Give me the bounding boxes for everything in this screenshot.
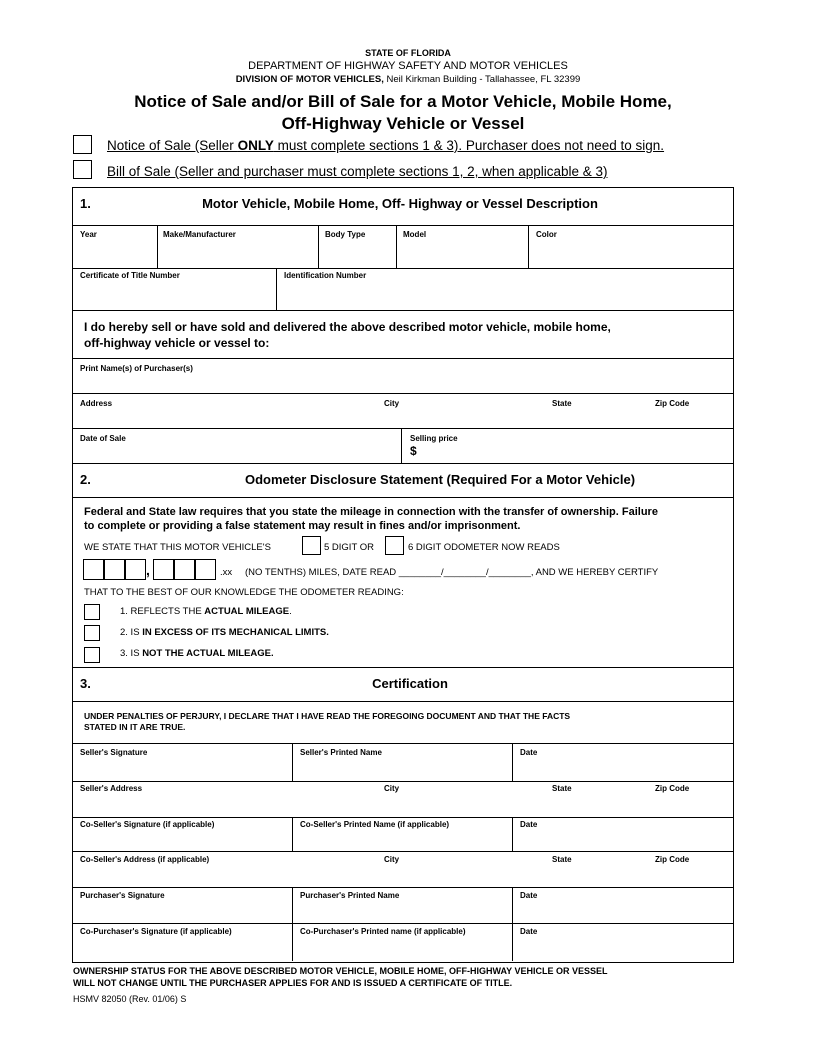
not-actual-mileage-checkbox[interactable] xyxy=(84,647,100,663)
purchaser-signature-label: Purchaser's Signature xyxy=(80,891,165,900)
opt1-c: . xyxy=(289,606,292,617)
body-type-label: Body Type xyxy=(325,230,366,239)
selling-price-label: Selling price xyxy=(410,434,458,443)
opt1-b: ACTUAL MILEAGE xyxy=(204,606,290,617)
miles-date-line: (NO TENTHS) MILES, DATE READ ________/________/________, AND WE HEREBY CERTIFY xyxy=(245,567,659,578)
notice-of-sale-label xyxy=(107,138,664,153)
odometer-digit-6[interactable] xyxy=(195,559,216,580)
six-digit-checkbox[interactable] xyxy=(385,536,404,555)
excess-limits-checkbox[interactable] xyxy=(84,625,100,641)
id-number-label: Identification Number xyxy=(284,271,367,280)
coseller-date-label: Date xyxy=(520,820,538,829)
purchaser-date-field[interactable] xyxy=(520,903,725,920)
notice-of-sale-checkbox[interactable] xyxy=(73,135,92,154)
purchaser-city-label: City xyxy=(384,399,400,408)
odometer-digit-3[interactable] xyxy=(125,559,146,580)
seller-address-label: Seller's Address xyxy=(80,784,143,793)
perjury-line2: STATED IN IT ARE TRUE. xyxy=(84,722,186,732)
copurchaser-signature-field[interactable] xyxy=(80,940,285,958)
copurchaser-printed-name-label: Co-Purchaser's Printed name (if applicable) xyxy=(300,927,466,936)
copurchaser-printed-name-field[interactable] xyxy=(300,940,505,958)
seller-printed-name-field[interactable] xyxy=(300,760,505,778)
section3-number: 3. xyxy=(80,676,91,691)
opt1-a: 1. REFLECTS THE xyxy=(120,606,205,617)
division-name: DIVISION OF MOTOR VEHICLES, xyxy=(235,74,384,85)
purchaser-address-label: Address xyxy=(80,399,113,408)
selling-price-field[interactable] xyxy=(422,445,722,461)
notice-text-a: Notice of Sale (Seller xyxy=(107,138,238,153)
title-number-label: Certificate of Title Number xyxy=(80,271,180,280)
purchaser-names-label: Print Name(s) of Purchaser(s) xyxy=(80,364,193,373)
purchaser-printed-name-label: Purchaser's Printed Name xyxy=(300,891,400,900)
copurchaser-date-label: Date xyxy=(520,927,538,936)
header-division xyxy=(0,74,816,85)
coseller-city-label: City xyxy=(384,855,400,864)
section2-number: 2. xyxy=(80,472,91,487)
seller-signature-field[interactable] xyxy=(80,760,285,778)
opt2-b: IN EXCESS OF ITS MECHANICAL LIMITS. xyxy=(142,627,329,638)
seller-signature-label: Seller's Signature xyxy=(80,748,148,757)
make-label: Make/Manufacturer xyxy=(163,230,236,239)
coseller-zip-label: Zip Code xyxy=(655,855,690,864)
header-state: STATE OF FLORIDA xyxy=(365,48,451,58)
coseller-address-label: Co-Seller's Address (if applicable) xyxy=(80,855,210,864)
odometer-digit-5[interactable] xyxy=(174,559,195,580)
coseller-printed-name-label: Co-Seller's Printed Name (if applicable) xyxy=(300,820,450,829)
copurchaser-signature-label: Co-Purchaser's Signature (if applicable) xyxy=(80,927,232,936)
bill-of-sale-label: Bill of Sale (Seller and purchaser must complete sections 1, 2, when applicable & 3) xyxy=(107,164,608,179)
title-number-field[interactable] xyxy=(80,283,270,307)
make-field[interactable] xyxy=(163,242,313,266)
date-of-sale-field[interactable] xyxy=(80,445,395,461)
odometer-digit-4[interactable] xyxy=(153,559,174,580)
seller-date-field[interactable] xyxy=(520,760,725,778)
notice-text-b: must complete sections 1 & 3). Purchaser does not need to sign. xyxy=(273,138,665,153)
coseller-date-field[interactable] xyxy=(520,832,725,848)
seller-date-label: Date xyxy=(520,748,538,757)
header-department: DEPARTMENT OF HIGHWAY SAFETY AND MOTOR VEHICLES xyxy=(248,60,568,72)
notice-only: ONLY xyxy=(237,138,274,153)
body-type-field[interactable] xyxy=(325,242,391,266)
coseller-printed-name-field[interactable] xyxy=(300,832,505,848)
perjury-line1: UNDER PENALTIES OF PERJURY, I DECLARE THAT I HAVE READ THE FOREGOING DOCUMENT AND THAT THE FACTS xyxy=(84,711,571,721)
odometer-digit-2[interactable] xyxy=(104,559,125,580)
year-field[interactable] xyxy=(80,242,152,266)
id-number-field[interactable] xyxy=(284,283,724,307)
purchaser-names-field[interactable] xyxy=(80,375,725,391)
seller-state-label: State xyxy=(552,784,572,793)
section1-title: Motor Vehicle, Mobile Home, Off- Highway or Vessel Description xyxy=(202,196,598,211)
purchaser-signature-field[interactable] xyxy=(80,903,285,920)
option2-label xyxy=(120,627,329,638)
seller-city-label: City xyxy=(384,784,400,793)
form-number: HSMV 82050 (Rev. 01/06) S xyxy=(73,994,187,1004)
purchaser-state-label: State xyxy=(552,399,572,408)
bill-of-sale-checkbox[interactable] xyxy=(73,160,92,179)
copurchaser-date-field[interactable] xyxy=(520,940,725,958)
six-digit-label: 6 DIGIT ODOMETER NOW READS xyxy=(408,542,560,553)
coseller-signature-field[interactable] xyxy=(80,832,285,848)
actual-mileage-checkbox[interactable] xyxy=(84,604,100,620)
opt3-b: NOT THE ACTUAL MILEAGE. xyxy=(142,648,274,659)
sale-statement-line2: off-highway vehicle or vessel to: xyxy=(84,336,270,350)
seller-zip-label: Zip Code xyxy=(655,784,690,793)
opt2-a: 2. IS xyxy=(120,627,143,638)
model-field[interactable] xyxy=(403,242,523,266)
section1-number: 1. xyxy=(80,196,91,211)
odometer-comma: , xyxy=(146,562,150,578)
opt3-a: 3. IS xyxy=(120,648,143,659)
law-line1: Federal and State law requires that you state the mileage in connection with the transfer of ownership. Failure xyxy=(84,506,658,518)
law-line2: to complete or providing a false statement may result in fines and/or imprisonment. xyxy=(84,520,521,532)
coseller-state-label: State xyxy=(552,855,572,864)
ownership-notice-line1: OWNERSHIP STATUS FOR THE ABOVE DESCRIBED MOTOR VEHICLE, MOBILE HOME, OFF-HIGHWAY VEHICLE OR VESSEL xyxy=(73,966,608,976)
five-digit-label: 5 DIGIT OR xyxy=(324,542,374,553)
color-field[interactable] xyxy=(536,242,726,266)
purchaser-address-field[interactable] xyxy=(80,410,725,426)
division-address: Neil Kirkman Building - Tallahassee, FL 32399 xyxy=(383,74,581,85)
color-label: Color xyxy=(536,230,557,239)
section2-title: Odometer Disclosure Statement (Required For a Motor Vehicle) xyxy=(244,472,636,487)
seller-printed-name-label: Seller's Printed Name xyxy=(300,748,382,757)
date-of-sale-label: Date of Sale xyxy=(80,434,126,443)
model-label: Model xyxy=(403,230,427,239)
option3-label xyxy=(120,648,274,659)
year-label: Year xyxy=(80,230,97,239)
form-title-line1: Notice of Sale and/or Bill of Sale for a Motor Vehicle, Mobile Home, xyxy=(134,92,672,111)
coseller-address-field[interactable] xyxy=(80,866,725,884)
five-digit-checkbox[interactable] xyxy=(302,536,321,555)
sale-statement-line1: I do hereby sell or have sold and delivered the above described motor vehicle, mobile home, xyxy=(84,320,611,334)
purchaser-printed-name-field[interactable] xyxy=(300,903,505,920)
best-knowledge-text: THAT TO THE BEST OF OUR KNOWLEDGE THE ODOMETER READING: xyxy=(84,587,404,598)
odometer-digit-1[interactable] xyxy=(83,559,104,580)
option1-label xyxy=(120,606,292,617)
we-state-text: WE STATE THAT THIS MOTOR VEHICLE'S xyxy=(84,542,271,553)
ownership-notice-line2: WILL NOT CHANGE UNTIL THE PURCHASER APPLIES FOR AND IS ISSUED A CERTIFICATE OF TITLE. xyxy=(73,978,513,988)
section3-title: Certification xyxy=(372,676,448,691)
coseller-signature-label: Co-Seller's Signature (if applicable) xyxy=(80,820,215,829)
seller-address-field[interactable] xyxy=(80,796,725,814)
purchaser-date-label: Date xyxy=(520,891,538,900)
dollar-sign: $ xyxy=(410,444,417,458)
purchaser-zip-label: Zip Code xyxy=(655,399,690,408)
odometer-xx: .xx xyxy=(220,567,233,578)
form-title-line2: Off-Highway Vehicle or Vessel xyxy=(281,114,525,133)
